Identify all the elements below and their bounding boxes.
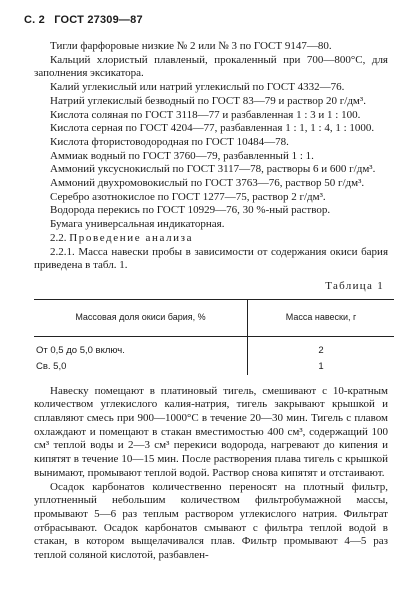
reagent-line: Кислота соляная по ГОСТ 3118—77 и разбавленная 1 : 3 и 1 : 100. (50, 108, 361, 121)
table-cell-range: От 0,5 до 5,0 включ. (34, 336, 248, 359)
reagent-line: Водорода перекись по ГОСТ 10929—76, 30 %-ный раствор. (50, 204, 331, 217)
page-number: С. 2 (24, 14, 45, 26)
table-cell-range: Св. 5,0 (34, 359, 248, 375)
table-row (34, 359, 394, 375)
reagent-line: Тигли фарфоровые низкие № 2 или № 3 по ГОСТ 9147—80. (50, 40, 332, 52)
reagent-line: Натрий углекислый безводный по ГОСТ 83—79 и раствор 20 г/дм³. (50, 94, 366, 107)
table-row (34, 336, 394, 359)
table-header-barium-fraction: Массовая доля окиси бария, % (34, 299, 248, 336)
reagent-line: Кальций хлористый плавленый, прокаленный при 700—800°С, для заполнения эксикатора. (34, 53, 388, 80)
section-number: 2.2. (50, 231, 67, 244)
reagent-line: Серебро азотнокислое по ГОСТ 1277—75, раствор 2 г/дм³. (50, 190, 326, 203)
page-header (24, 14, 143, 28)
table-caption: Таблица 1 (325, 279, 384, 292)
reagent-line: Кислота серная по ГОСТ 4204—77, разбавленная 1 : 1, 1 : 4, 1 : 1000. (50, 122, 375, 135)
paragraph-fusion: Навеску помещают в платиновый тигель, смешивают с 10-кратным количеством углекислого калия-натрия, тигель закрывают крышкой и сплавляют смесь при 900—1000°С в течение 20—30 мин. Тигель с плавом охлаждают и помещают в стакан вместимостью 400 см³, содержащий 100 см³ теплой воды и 2—3 см³ перекиси водорода, нагревают до кипения и кипятят в течение 10—15 мин. После растворения плава тигель с крышкой вынимают, промывают теплой водой. Раствор снова кипятят и отстаивают. (34, 384, 388, 479)
paragraph-carbonates: Осадок карбонатов количественно переносят на плотный фильтр, уплотненный небольшим количеством фильтробумажной массы, промывают 5—6 раз теплым раствором углекислого натрия. Фильтрат отбрасывают. Осадок карбонатов смывают с фильтра теплой водой в стакан, в котором выщелачивался плав. Фильтр промывают 4—5 раз теплой соляной кислотой, разбавлен- (34, 480, 388, 562)
table-header-row (34, 299, 394, 336)
reagent-line: Аммиак водный по ГОСТ 3760—79, разбавленный 1 : 1. (50, 149, 314, 162)
sample-mass-table (34, 299, 394, 375)
reagent-line: Калий углекислый или натрий углекислый по ГОСТ 4332—76. (50, 81, 345, 94)
reagent-line: Аммоний двухромовокислый по ГОСТ 3763—76, раствор 50 г/дм³. (50, 177, 365, 190)
reagent-line: Бумага универсальная индикаторная. (50, 218, 225, 231)
table-cell-mass: 1 (318, 360, 324, 372)
table-cell-mass: 2 (318, 344, 324, 356)
standard-code: ГОСТ 27309—87 (54, 14, 143, 26)
document-body (34, 40, 388, 563)
table-header-sample-mass: Масса навески, г (248, 299, 395, 336)
paragraph-2-2-1: 2.2.1. Масса навески пробы в зависимости от содержания окиси бария приведена в табл. 1. (34, 245, 388, 272)
section-heading (34, 232, 388, 246)
section-title: Проведение анализа (69, 231, 194, 244)
reagent-line: Аммоний уксуснокислый по ГОСТ 3117—78, растворы 6 и 600 г/дм³. (50, 163, 376, 176)
reagent-line: Кислота фтористоводородная по ГОСТ 10484—78. (50, 135, 289, 148)
